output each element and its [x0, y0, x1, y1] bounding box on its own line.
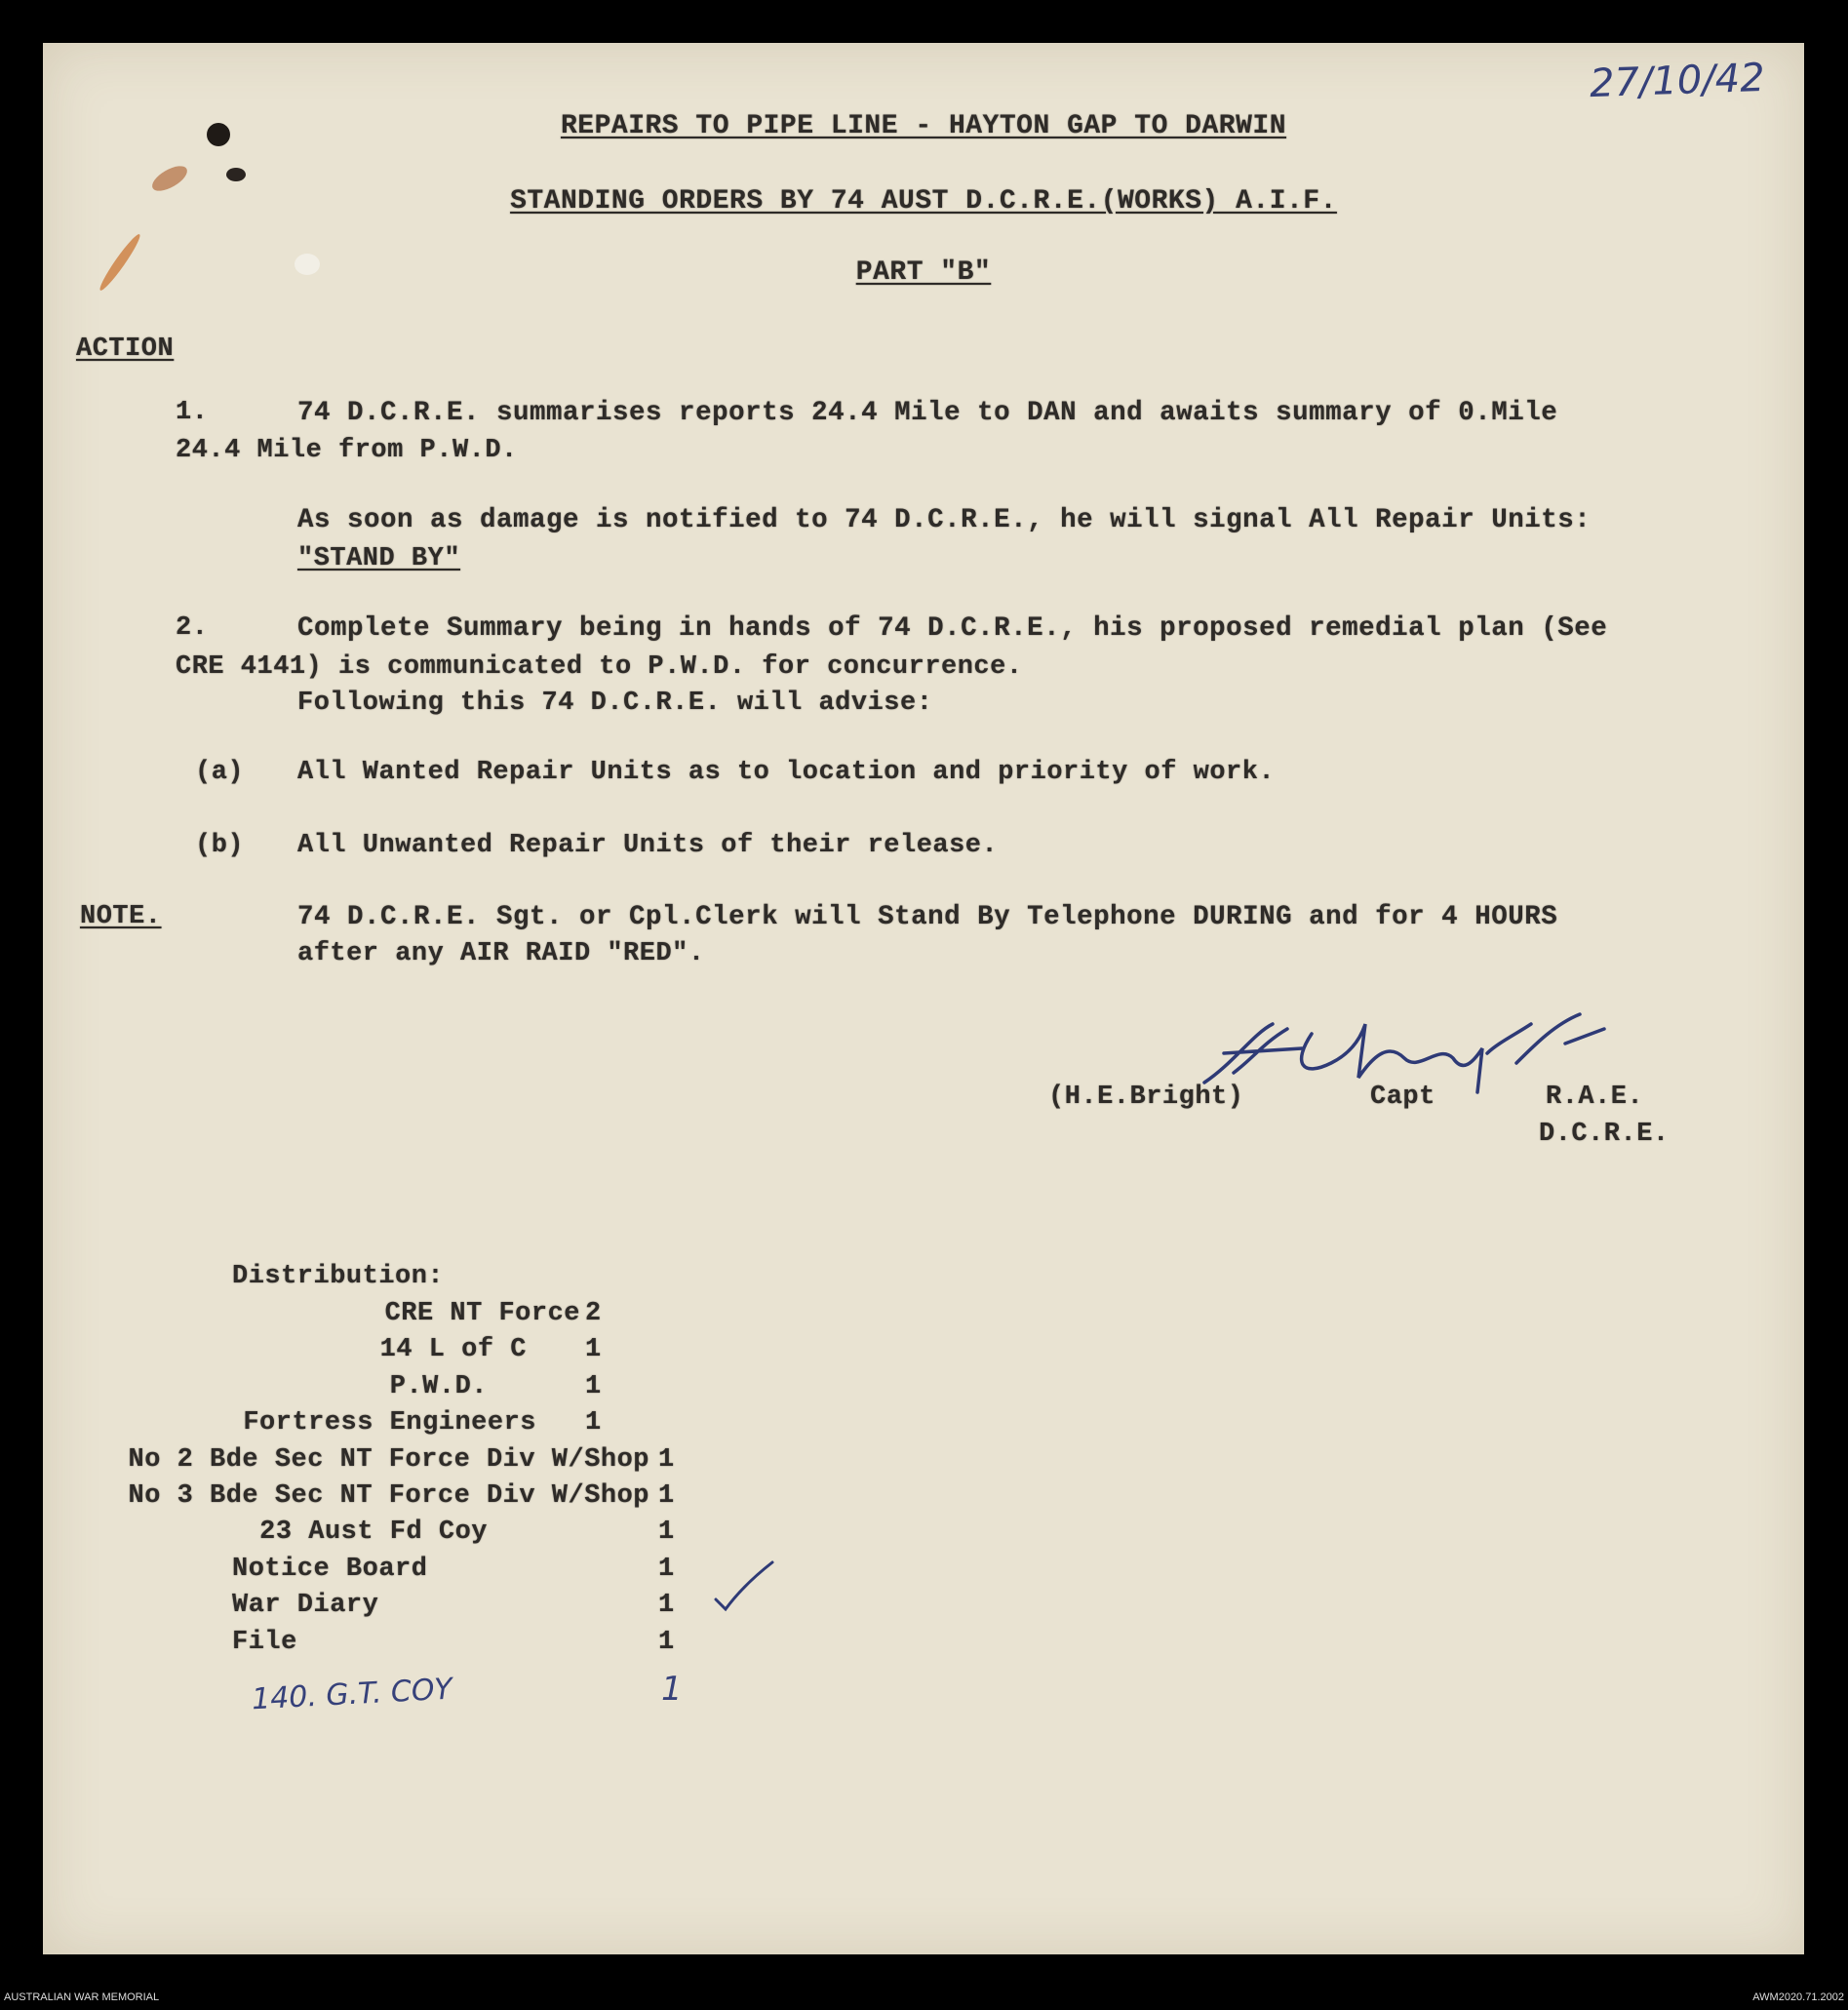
sub-item-text: All Wanted Repair Units as to location and priority of work. — [297, 758, 1276, 787]
distribution-entry-count: 1 — [585, 1408, 602, 1439]
action-heading: ACTION — [76, 335, 175, 364]
distribution-entry-label: P.W.D. — [389, 1371, 488, 1401]
distribution-entry-count: 1 — [658, 1481, 675, 1511]
distribution-entry-label: No 3 Bde Sec NT Force Div W/Shop — [128, 1481, 649, 1511]
distribution-entry-label: 14 L of C — [379, 1335, 527, 1365]
signatory-unit: R.A.E. — [1546, 1083, 1644, 1112]
item-number: 1. — [176, 398, 209, 427]
footer-right: AWM2020.71.2002 — [1752, 1991, 1844, 2003]
note-label: NOTE. — [80, 902, 162, 931]
paragraph-line: Complete Summary being in hands of 74 D.C.R.E., his proposed remedial plan (See — [297, 613, 1608, 644]
stain-mark — [226, 168, 246, 181]
distribution-entry-count: 2 — [585, 1299, 602, 1328]
distribution-entry-label: Notice Board — [232, 1554, 428, 1584]
paragraph-line: As soon as damage is notified to 74 D.C.R.E., he will signal All Repair Units: — [297, 505, 1592, 535]
note-line: 74 D.C.R.E. Sgt. or Cpl.Clerk will Stand By Telephone DURING and for 4 HOURS — [297, 902, 1558, 932]
sub-item-label: (b) — [195, 831, 245, 860]
distribution-entry-count: 1 — [585, 1371, 602, 1401]
signatory-name: (H.E.Bright) — [1048, 1083, 1244, 1112]
item-number: 2. — [176, 613, 209, 643]
signatory-title: D.C.R.E. — [1539, 1120, 1670, 1149]
checkmark-icon — [710, 1557, 778, 1615]
stand-by-text: "STAND BY" — [297, 544, 461, 573]
distribution-entry-label: CRE NT Force — [384, 1299, 580, 1328]
document-page — [43, 43, 1804, 1954]
footer-left: AUSTRALIAN WAR MEMORIAL — [4, 1991, 160, 2003]
distribution-entry-count: 1 — [658, 1444, 675, 1475]
distribution-entry-count: 1 — [658, 1517, 675, 1548]
distribution-entry-label: War Diary — [232, 1591, 379, 1621]
handwritten-distribution-entry: 140. G.T. COY — [251, 1672, 453, 1717]
distribution-entry-count: 1 — [658, 1554, 675, 1584]
paragraph-line: Following this 74 D.C.R.E. will advise: — [297, 689, 933, 718]
distribution-entry-label: 23 Aust Fd Coy — [259, 1517, 488, 1548]
note-line: after any AIR RAID "RED". — [297, 939, 705, 968]
distribution-entry-count: 1 — [658, 1591, 675, 1621]
sub-item-label: (a) — [195, 758, 245, 787]
distribution-heading: Distribution: — [232, 1262, 445, 1291]
distribution-entry-count: 1 — [585, 1335, 602, 1365]
document-title: REPAIRS TO PIPE LINE - HAYTON GAP TO DARWIN — [560, 111, 1287, 141]
distribution-entry-label: Fortress Engineers — [243, 1408, 536, 1439]
paragraph-line: 24.4 Mile from P.W.D. — [176, 436, 518, 465]
handwritten-date: 27/10/42 — [1589, 55, 1766, 107]
document-subtitle: STANDING ORDERS BY 74 AUST D.C.R.E.(WORKS) A.I.F. — [510, 186, 1337, 217]
signatory-rank: Capt — [1370, 1083, 1435, 1112]
paragraph-line: 74 D.C.R.E. summarises reports 24.4 Mile to DAN and awaits summary of 0.Mile — [297, 398, 1558, 428]
distribution-entry-label: File — [232, 1627, 297, 1657]
distribution-entry-label: No 2 Bde Sec NT Force Div W/Shop — [128, 1444, 649, 1475]
sub-item-text: All Unwanted Repair Units of their release. — [297, 831, 999, 860]
distribution-entry-count: 1 — [658, 1627, 675, 1657]
document-part: PART "B" — [855, 257, 992, 288]
handwritten-distribution-count: 1 — [661, 1670, 683, 1709]
paragraph-line: CRE 4141) is communicated to P.W.D. for concurrence. — [176, 652, 1023, 682]
